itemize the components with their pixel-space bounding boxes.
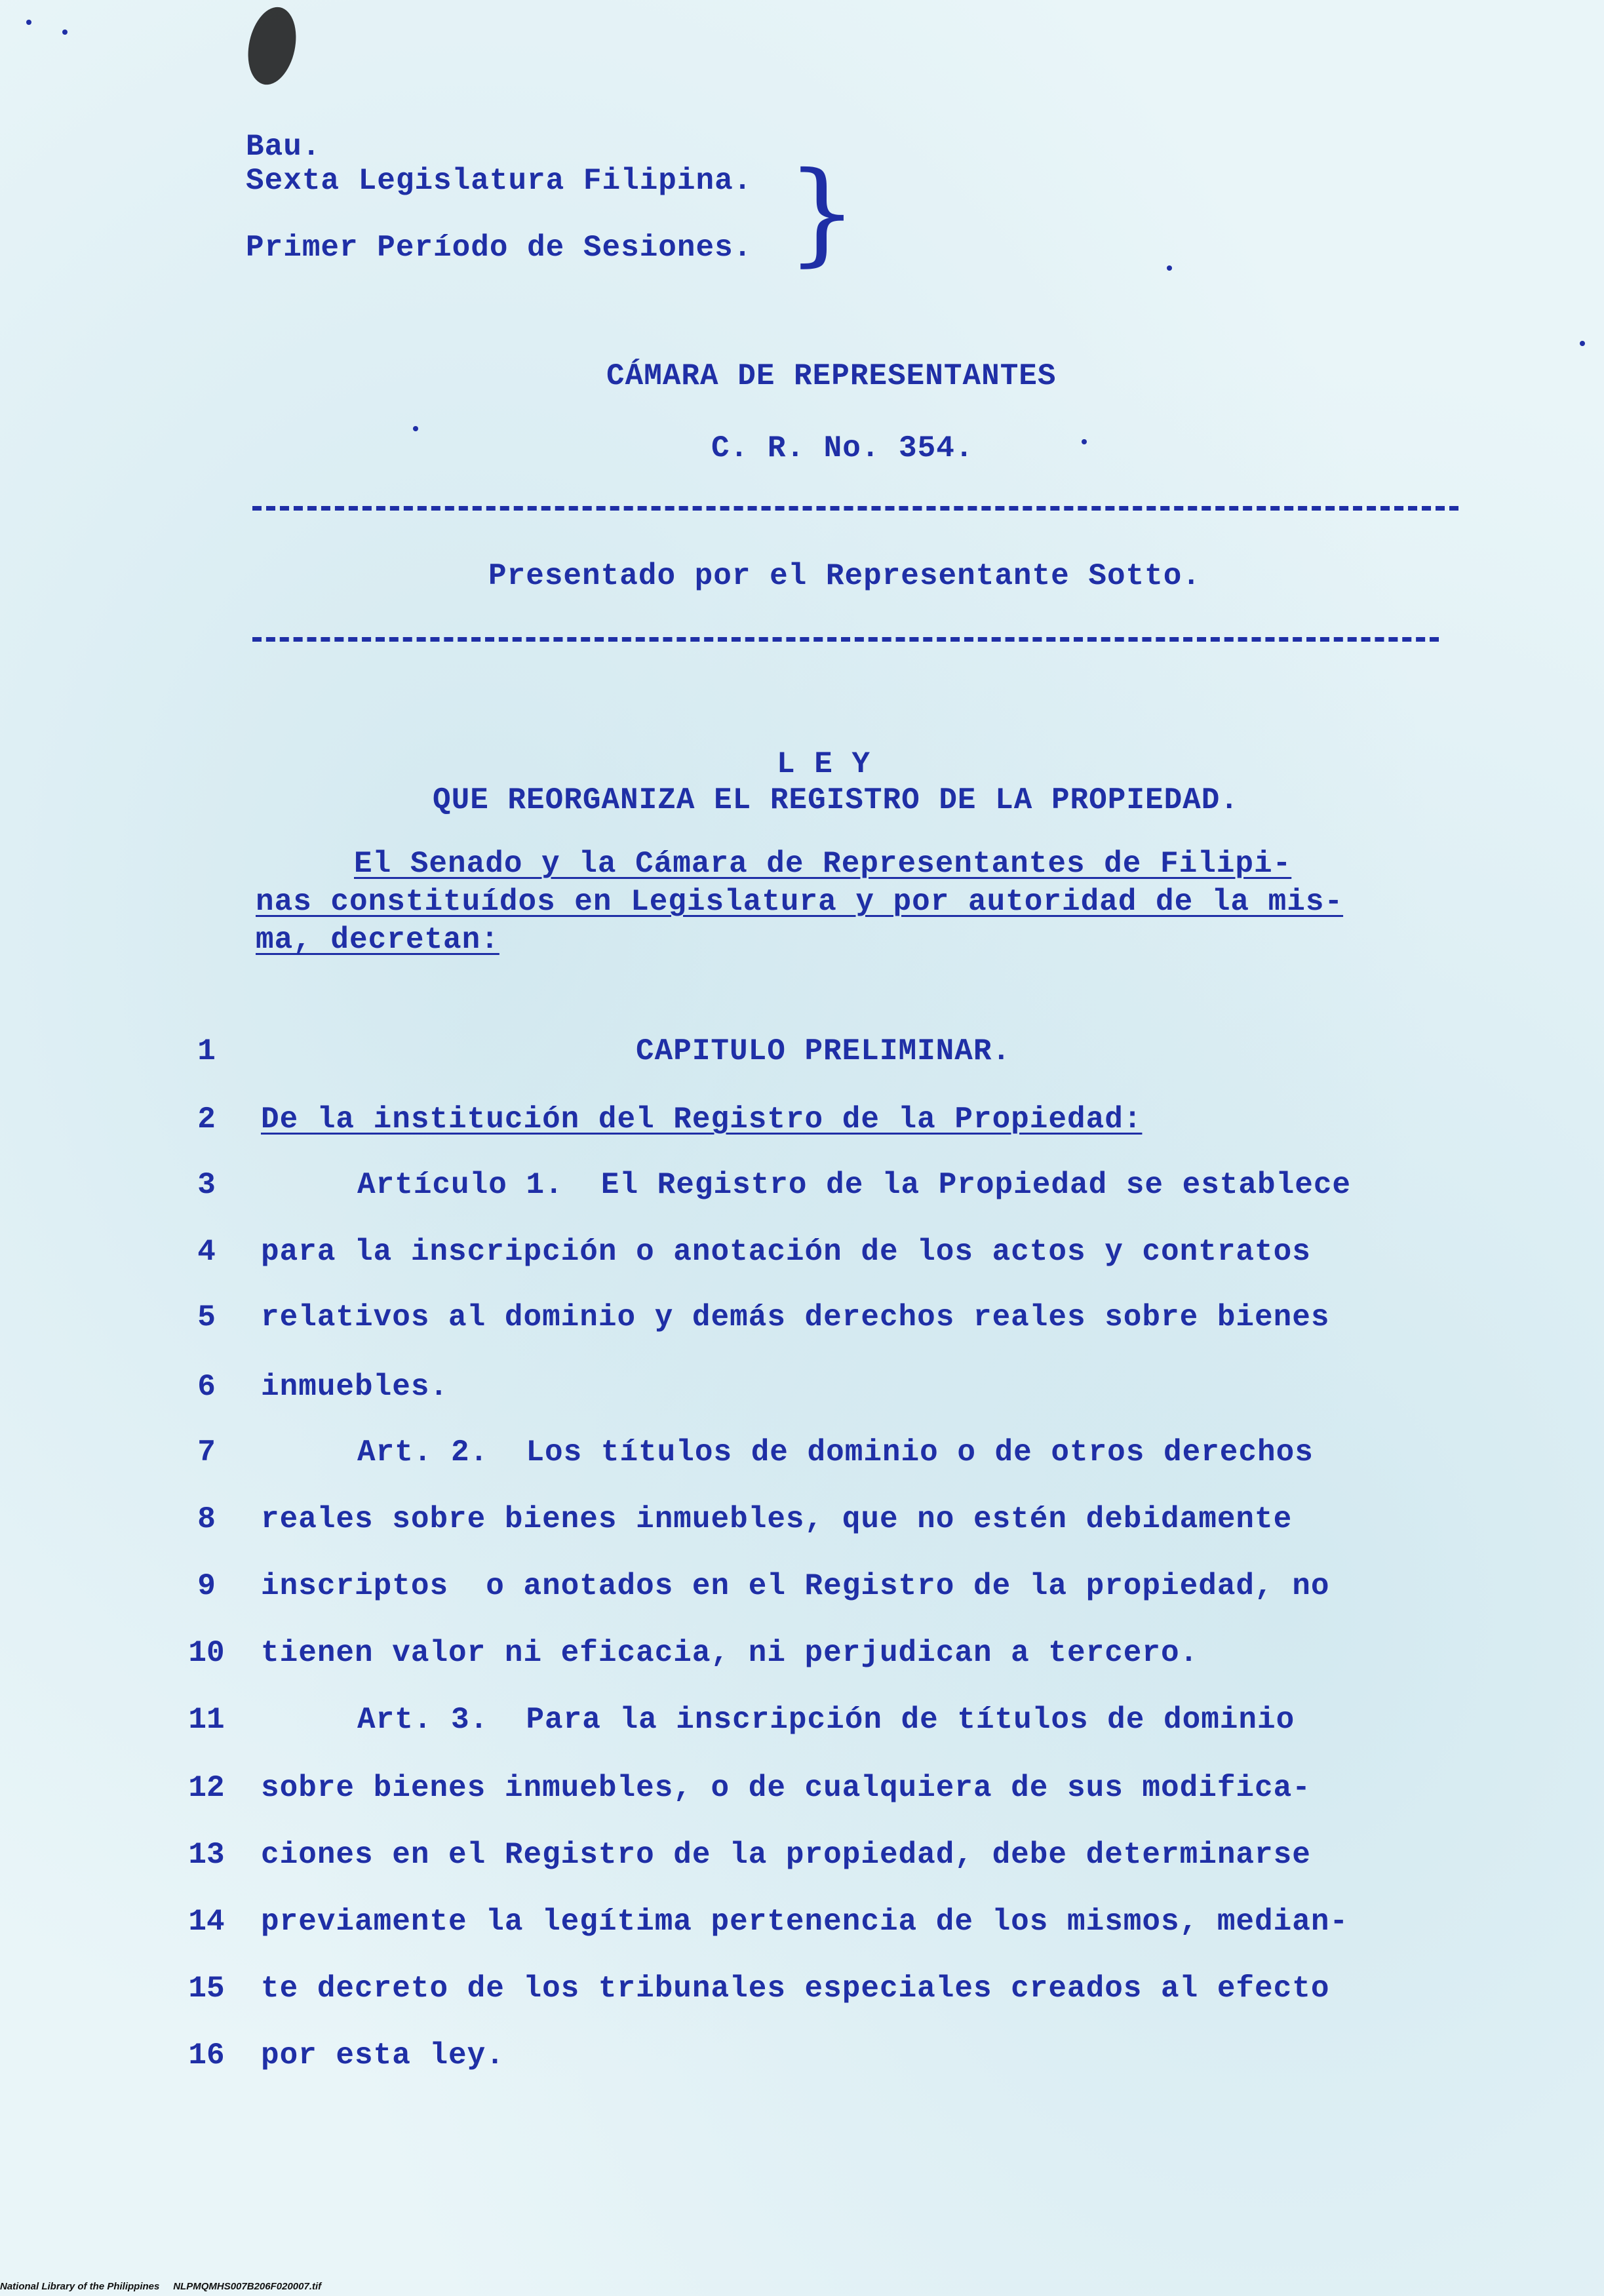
header-brace: } — [787, 148, 858, 278]
line-number: 12 — [188, 1771, 225, 1805]
ink-speck — [26, 20, 31, 25]
footer-file: NLPMQMHS007B206F020007.tif — [173, 2281, 322, 2292]
footer-library: National Library of the Philippines — [0, 2281, 160, 2292]
chamber-title: CÁMARA DE REPRESENTANTES — [606, 359, 1057, 393]
line-number: 3 — [197, 1168, 216, 1202]
line-number: 16 — [188, 2038, 225, 2072]
chapter-heading: CAPITULO PRELIMINAR. — [636, 1034, 1011, 1068]
line-number: 11 — [188, 1703, 225, 1737]
line-number: 1 — [197, 1034, 216, 1068]
body-line: Art. 2. Los títulos de dominio o de otros derechos — [357, 1435, 1314, 1469]
line-number: 9 — [197, 1569, 216, 1603]
line-number: 14 — [188, 1905, 225, 1939]
body-line: Art. 3. Para la inscripción de títulos de dominio — [357, 1703, 1295, 1737]
ink-speck — [1167, 265, 1172, 271]
enacting-clause-line: El Senado y la Cámara de Representantes de Filipi- — [354, 847, 1292, 881]
header-legislature: Sexta Legislatura Filipina. — [246, 164, 753, 198]
ink-speck — [1580, 341, 1585, 346]
separator-rule — [252, 506, 1458, 511]
line-number: 7 — [197, 1435, 216, 1469]
line-number: 2 — [197, 1102, 216, 1137]
line-number: 15 — [188, 1972, 225, 2006]
line-number: 13 — [188, 1838, 225, 1872]
body-line: relativos al dominio y demás derechos reales sobre bienes — [261, 1300, 1330, 1334]
ink-speck — [413, 426, 418, 431]
bill-number: C. R. No. 354. — [711, 431, 974, 465]
line-number: 6 — [197, 1370, 216, 1404]
body-line: para la inscripción o anotación de los actos y contratos — [261, 1235, 1311, 1269]
line-number: 4 — [197, 1235, 216, 1269]
body-line: Artículo 1. El Registro de la Propiedad se establece — [357, 1168, 1352, 1202]
header-initials: Bau. — [246, 130, 321, 164]
ink-blot — [241, 3, 302, 89]
separator-rule — [252, 637, 1439, 642]
body-line: reales sobre bienes inmuebles, que no estén debidamente — [261, 1502, 1293, 1536]
body-line: sobre bienes inmuebles, o de cualquiera de sus modifica- — [261, 1771, 1311, 1805]
ink-speck — [62, 29, 68, 35]
line-number: 5 — [197, 1300, 216, 1334]
line-number: 8 — [197, 1502, 216, 1536]
law-heading: L E Y — [777, 747, 871, 781]
enacting-clause-line: nas constituídos en Legislatura y por autoridad de la mis- — [256, 885, 1344, 919]
section-heading: De la institución del Registro de la Propiedad: — [261, 1102, 1143, 1137]
body-line: por esta ley. — [261, 2038, 505, 2072]
body-line: tienen valor ni eficacia, ni perjudican a tercero. — [261, 1636, 1199, 1670]
ink-speck — [1082, 439, 1087, 444]
header-session: Primer Período de Sesiones. — [246, 231, 753, 265]
body-line: te decreto de los tribunales especiales creados al efecto — [261, 1972, 1330, 2006]
presented-by: Presentado por el Representante Sotto. — [488, 559, 1201, 593]
enacting-clause-line: ma, decretan: — [256, 923, 499, 957]
archive-footer — [0, 2281, 321, 2292]
body-line: ciones en el Registro de la propiedad, debe determinarse — [261, 1838, 1311, 1872]
line-number: 10 — [188, 1636, 225, 1670]
body-line: inscriptos o anotados en el Registro de la propiedad, no — [261, 1569, 1330, 1603]
body-line: inmuebles. — [261, 1370, 449, 1404]
body-line: previamente la legítima pertenencia de los mismos, median- — [261, 1905, 1349, 1939]
law-subtitle: QUE REORGANIZA EL REGISTRO DE LA PROPIEDAD. — [433, 783, 1239, 817]
